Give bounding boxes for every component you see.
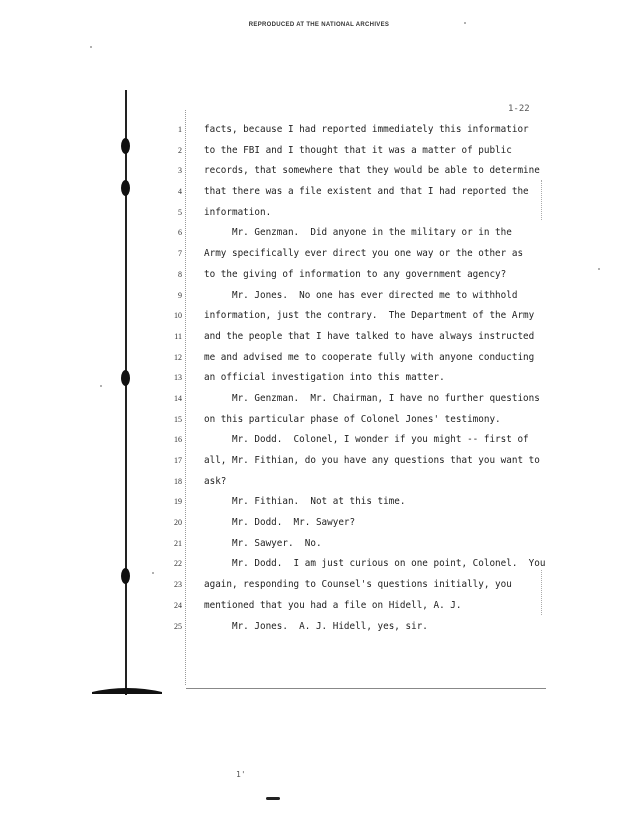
archive-stamp: REPRODUCED AT THE NATIONAL ARCHIVES: [248, 22, 390, 28]
line-text: to the giving of information to any government agency?: [204, 268, 507, 280]
line-number: 21: [174, 538, 182, 548]
line-text: me and advised me to cooperate fully with anyone conducting: [204, 351, 535, 363]
line-text: records, that somewhere that they would be able to determine: [204, 165, 540, 177]
line-text: Mr. Dodd. Mr. Sawyer?: [204, 517, 356, 529]
transcript-line: [168, 472, 548, 493]
transcript-line: [168, 451, 548, 472]
transcript-line: [168, 223, 548, 244]
stray-dot: [90, 46, 92, 48]
binder-hole: [121, 568, 130, 584]
transcript-line: [168, 286, 548, 307]
line-number: 16: [174, 435, 182, 445]
line-text: Mr. Jones. A. J. Hidell, yes, sir.: [204, 620, 428, 632]
line-text: Mr. Genzman. Mr. Chairman, I have no further questions: [204, 392, 540, 404]
binder-hole: [121, 370, 130, 386]
transcript-body: [168, 120, 548, 637]
line-number: 23: [174, 580, 182, 590]
line-text: to the FBI and I thought that it was a matter of public: [204, 144, 512, 156]
line-number: 24: [174, 600, 182, 610]
stray-dot: [464, 22, 466, 24]
transcript-line: [168, 430, 548, 451]
line-number: 17: [174, 456, 182, 465]
transcript-line: [168, 244, 548, 265]
transcript-line: [168, 141, 548, 162]
line-number: 13: [174, 373, 182, 383]
line-text: information, just the contrary. The Department of the Army: [204, 310, 535, 322]
line-text: that there was a file existent and that I had reported the: [204, 186, 529, 198]
binder-hole: [121, 138, 130, 154]
line-text: Mr. Genzman. Did anyone in the military or in the: [204, 227, 512, 239]
transcript-line: [168, 575, 548, 596]
line-number: 14: [174, 393, 182, 403]
line-number: 18: [174, 476, 182, 486]
transcript-line: [168, 410, 548, 431]
stray-dot: [152, 572, 154, 574]
transcript-line: [168, 327, 548, 348]
transcript-line: [168, 368, 548, 389]
page-number: 1-22: [508, 104, 530, 114]
line-text: ask?: [204, 475, 227, 487]
line-text: Army specifically ever direct you one way or the other as: [204, 248, 524, 260]
line-number: 10: [174, 311, 182, 321]
footer-mark: 1': [236, 770, 246, 779]
line-text: and the people that I have talked to have always instructed: [204, 330, 535, 342]
line-number: 19: [174, 497, 182, 507]
transcript-line: [168, 534, 548, 555]
line-number: 1: [178, 125, 182, 134]
line-text: mentioned that you had a file on Hidell, A. J.: [204, 599, 462, 611]
line-text: again, responding to Counsel's questions initially, you: [204, 579, 512, 591]
transcript-line: [168, 182, 548, 203]
line-number: 11: [174, 331, 182, 341]
line-number: 8: [178, 269, 182, 279]
line-text: Mr. Dodd. I am just curious on one point, Colonel. You: [204, 558, 546, 570]
line-text: on this particular phase of Colonel Jones' testimony.: [204, 413, 501, 425]
line-number: 6: [178, 228, 182, 238]
transcript-line: [168, 617, 548, 638]
line-number: 3: [178, 166, 182, 176]
transcript-line: [168, 513, 548, 534]
line-number: 22: [174, 559, 182, 569]
transcript-line: [168, 492, 548, 513]
line-number: 2: [178, 145, 182, 155]
line-number: 9: [178, 290, 182, 300]
line-number: 7: [178, 249, 182, 259]
line-number: 5: [178, 207, 182, 217]
footer-dash: [266, 797, 280, 800]
line-text: Mr. Jones. No one has ever directed me to withhold: [204, 289, 518, 301]
binder-foot: [92, 684, 162, 694]
line-number: 4: [178, 187, 182, 197]
line-text: information.: [204, 206, 272, 218]
transcript-line: [168, 265, 548, 286]
transcript-line: [168, 120, 548, 141]
line-text: an official investigation into this matter.: [204, 372, 445, 384]
transcript-line: [168, 554, 548, 575]
line-text: facts, because I had reported immediately this informatior: [204, 124, 529, 135]
transcript-line: [168, 389, 548, 410]
transcript-line: [168, 161, 548, 182]
transcript-line: [168, 306, 548, 327]
line-text: all, Mr. Fithian, do you have any questions that you want to: [204, 455, 540, 466]
transcript-line: [168, 348, 548, 369]
binder-hole: [121, 180, 130, 196]
line-number: 15: [174, 414, 182, 424]
line-number: 20: [174, 518, 182, 528]
line-text: Mr. Sawyer. No.: [204, 537, 322, 549]
stray-dot: [100, 385, 102, 387]
line-number: 12: [174, 352, 182, 362]
line-number: 25: [174, 621, 182, 631]
line-text: Mr. Fithian. Not at this time.: [204, 496, 406, 508]
transcript-line: [168, 596, 548, 617]
bottom-rule: [186, 688, 546, 689]
transcript-line: [168, 203, 548, 224]
stray-dot: [598, 268, 600, 270]
line-text: Mr. Dodd. Colonel, I wonder if you might -- first of: [204, 434, 529, 446]
